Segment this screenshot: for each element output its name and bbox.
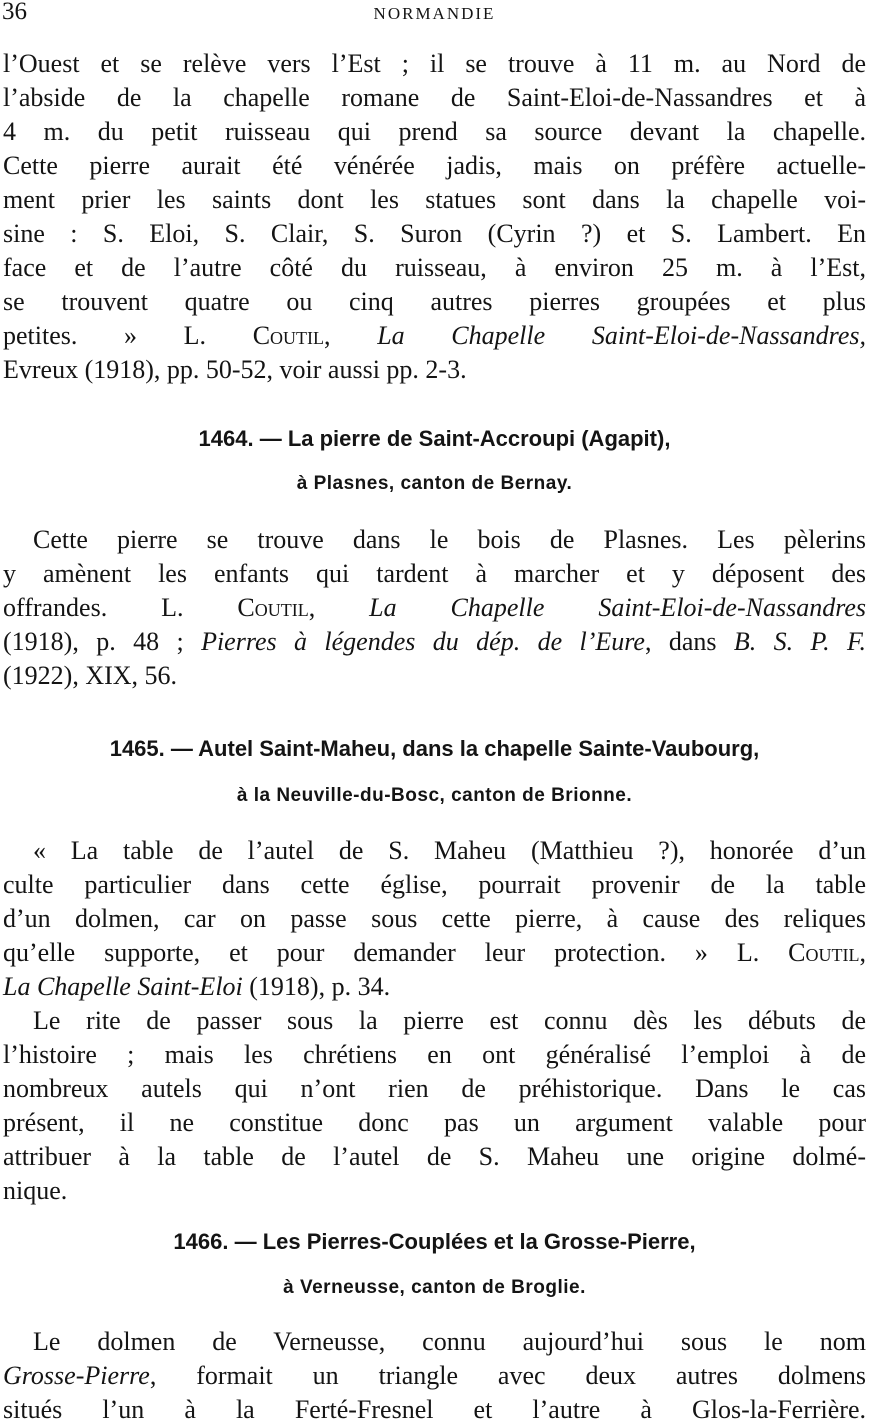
citation-line: offrandes. L. Coutil, La Chapelle Saint-Eloi-de-Nassandres	[3, 593, 867, 622]
text-line: se trouvent quatre ou cinq autres pierres groupées et plus	[3, 287, 866, 316]
text-line: y amènent les enfants qui tardent à marcher et y déposent des	[3, 559, 866, 588]
text-line: l’abside de la chapelle romane de Saint-Eloi-de-Nassandres et à	[3, 83, 866, 112]
work-title: La Chapelle Saint-Eloi-de-Nassandres,	[377, 321, 866, 350]
text-line: face et de l’autre côté du ruisseau, à environ 25 m. à l’Est,	[3, 253, 866, 282]
text-line: d’un dolmen, car on passe sous cette pierre, à cause des reliques	[3, 904, 866, 933]
author-name: Coutil	[788, 938, 860, 967]
text-line: sine : S. Eloi, S. Clair, S. Suron (Cyrin ?) et S. Lambert. En	[3, 219, 866, 248]
text-line: Le dolmen de Verneusse, connu aujourd’hui sous le nom	[33, 1327, 866, 1356]
text-line: Cette pierre aurait été vénérée jadis, mais on préfère actuelle-	[3, 151, 866, 180]
citation-line: La Chapelle Saint-Eloi (1918), p. 34.	[3, 972, 391, 1001]
entry-1465-title: 1465. — Autel Saint-Maheu, dans la chapelle Sainte-Vaubourg,	[109, 736, 760, 761]
page-number: 36	[2, 0, 27, 25]
text-line: situés l’un à la Ferté-Fresnel et l’autre à Glos-la-Ferrière.	[3, 1395, 866, 1424]
entry-1466-subtitle: à Verneusse, canton de Broglie.	[283, 1277, 586, 1298]
intro-paragraph	[3, 47, 866, 387]
entry-1466-body	[3, 1325, 866, 1427]
text-line: Grosse-Pierre, formait un triangle avec deux autres dolmens	[3, 1361, 866, 1390]
work-title: La Chapelle Saint-Eloi-de-Nassandres	[369, 593, 867, 622]
work-title: Pierres à légendes du dép. de l’Eure	[201, 627, 645, 656]
text-line: l’Ouest et se relève vers l’Est ; il se trouve à 11 m. au Nord de	[3, 49, 866, 78]
work-title: La Chapelle Saint-Eloi	[3, 972, 243, 1001]
running-title: NORMANDIE	[373, 4, 496, 23]
text-line: nique.	[3, 1176, 68, 1205]
author-name: Coutil	[237, 593, 309, 622]
author-name: Coutil	[252, 321, 325, 350]
text-line: culte particulier dans cette église, pourrait provenir de la table	[3, 870, 866, 899]
text-line: Le rite de passer sous la pierre est connu dès les débuts de	[33, 1006, 866, 1035]
entry-1465-subtitle: à la Neuville-du-Bosc, canton de Brionne.	[236, 785, 633, 806]
text-line: ment prier les saints dont les statues sont dans la chapelle voi-	[3, 185, 866, 214]
entry-1464-title: 1464. — La pierre de Saint-Accroupi (Agapit),	[198, 426, 671, 451]
entry-1465-body	[3, 834, 866, 1208]
citation-line: qu’elle supporte, et pour demander leur protection. » L. Coutil,	[3, 938, 866, 967]
citation-line: (1918), p. 48 ; Pierres à légendes du dép. de l’Eure, dans B. S. P. F.	[3, 627, 866, 656]
citation-line: petites. » L. Coutil, La Chapelle Saint-Eloi-de-Nassandres,	[3, 321, 866, 350]
text-line: Cette pierre se trouve dans le bois de Plasnes. Les pèlerins	[33, 525, 866, 554]
text-line: « La table de l’autel de S. Maheu (Matthieu ?), honorée d’un	[33, 836, 866, 865]
entry-1466-title: 1466. — Les Pierres-Couplées et la Grosse-Pierre,	[173, 1229, 696, 1254]
page-header	[0, 0, 869, 28]
text-line: attribuer à la table de l’autel de S. Maheu une origine dolmé-	[3, 1142, 866, 1171]
work-title: Grosse-Pierre	[3, 1361, 150, 1390]
journal-title: B. S. P. F.	[733, 627, 866, 656]
text-line: l’histoire ; mais les chrétiens en ont généralisé l’emploi à de	[3, 1040, 866, 1069]
text-line: nombreux autels qui n’ont rien de préhistorique. Dans le cas	[3, 1074, 866, 1103]
text-line: 4 m. du petit ruisseau qui prend sa source devant la chapelle.	[3, 117, 866, 146]
text-line: (1922), XIX, 56.	[3, 661, 178, 690]
entry-1464-body	[3, 523, 866, 693]
citation-line: Evreux (1918), pp. 50-52, voir aussi pp. 2-3.	[3, 355, 467, 384]
entry-1464-subtitle: à Plasnes, canton de Bernay.	[296, 473, 573, 494]
text-line: présent, il ne constitue donc pas un argument valable pour	[3, 1108, 866, 1137]
